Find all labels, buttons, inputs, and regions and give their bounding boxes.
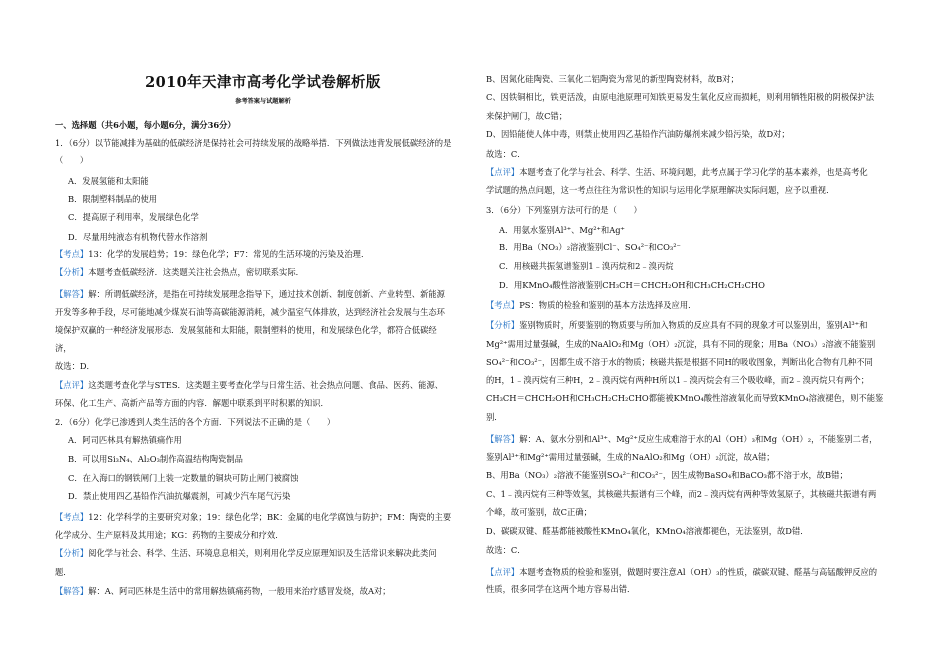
line-text: PS：物质的检验和鉴别的基本方法选择及应用． bbox=[519, 300, 697, 310]
line-text: D、碳碳双键、醛基都能被酸性KMnO₄氧化，KMnO₄溶液都褪色，无法鉴别，故D错． bbox=[486, 526, 809, 536]
text-line bbox=[55, 343, 72, 354]
line-text: 来保护闸门，故C错； bbox=[486, 111, 568, 121]
text-line bbox=[55, 417, 335, 428]
text-line bbox=[486, 92, 874, 103]
line-text: 个峰，故可鉴别，故C正确； bbox=[486, 507, 592, 517]
line-text: 济， bbox=[55, 343, 72, 353]
text-line bbox=[55, 398, 329, 409]
line-text: 故选：C． bbox=[486, 149, 526, 159]
line-text: 性质，很多同学在这两个地方容易出错． bbox=[486, 584, 636, 594]
line-text: CH₃CH＝CHCH₂OH和CH₃CH₂CH₂CHO都能被KMnO₄酸性溶液氧化而导致KMnO₄溶液褪色，则不能鉴 bbox=[486, 393, 884, 403]
text-line bbox=[499, 242, 681, 253]
page-subtitle: 参考答案与试题解析 bbox=[235, 98, 291, 105]
text-line bbox=[486, 567, 877, 578]
text-line bbox=[486, 149, 526, 160]
text-line bbox=[55, 512, 451, 523]
annotation-tag: 【考点】 bbox=[55, 512, 89, 522]
line-text: B、因氮化硅陶瓷、三氧化二铝陶瓷为常见的新型陶瓷材料，故B对； bbox=[486, 74, 739, 84]
text-line bbox=[55, 586, 391, 597]
annotation-tag: 【点评】 bbox=[486, 567, 520, 577]
text-line bbox=[55, 567, 72, 578]
line-text: 解：A、氨水分别和Al³⁺、Mg²⁺反应生成难溶于水的Al（OH）₃和Mg（OH）₂，不能鉴别二者， bbox=[519, 434, 878, 444]
text-line bbox=[486, 300, 696, 311]
line-text: 一、选择题（共6小题，每小题6分，满分36分） bbox=[55, 120, 236, 130]
line-text: 化学成分、生产原料及其用途；KG：药物的主要成分和疗效． bbox=[55, 530, 284, 540]
annotation-tag: 【分析】 bbox=[486, 320, 520, 330]
line-text: 解：A、阿司匹林是生活中的常用解热镇痛药物，一般用来治疗感冒发烧，故A对； bbox=[88, 586, 391, 596]
section-heading bbox=[55, 120, 236, 131]
text-line bbox=[55, 307, 445, 318]
text-line bbox=[486, 129, 790, 140]
line-text: D．用KMnO₄酸性溶液鉴别CH₃CH＝CHCH₂OH和CH₃CH₂CH₂CHO bbox=[499, 280, 765, 290]
text-line bbox=[486, 167, 868, 178]
text-line bbox=[486, 584, 635, 595]
text-line bbox=[486, 507, 592, 518]
line-text: 开发等多种手段，尽可能地减少煤炭石油等高碳能源消耗，减少温室气体排放，达到经济社会发展与生态环 bbox=[55, 307, 445, 317]
text-line bbox=[68, 176, 149, 187]
line-text: A．阿司匹林具有解热镇痛作用 bbox=[68, 435, 182, 445]
line-text: 题． bbox=[55, 567, 72, 577]
line-text: 本题考查低碳经济．这类题关注社会热点，密切联系实际． bbox=[88, 267, 304, 277]
line-text: 故选：C． bbox=[486, 545, 526, 555]
line-text: 鉴别物质时，所要鉴别的物质要与所加入物质的反应具有不同的现象才可以鉴别出，鉴别Al³⁺和 bbox=[519, 320, 868, 330]
line-text: （ ） bbox=[55, 155, 89, 165]
line-text: C、1﹣溴丙烷有三种等效氢，其核磁共振谱有三个峰，而2﹣溴丙烷有两种等效氢原子，其核磁共振谱有两 bbox=[486, 489, 877, 499]
text-line bbox=[486, 470, 848, 481]
line-text: D．禁止使用四乙基铅作汽油抗爆震剂，可减少汽车尾气污染 bbox=[68, 491, 291, 501]
line-text: B．可以用Si₃N₄、Al₂O₃制作高温结构陶瓷制品 bbox=[68, 454, 243, 464]
line-text: 鉴别Al³⁺和Mg²⁺需用过量强碱，生成的NaAlO₂和Mg（OH）₂沉淀，故A错； bbox=[486, 452, 775, 462]
text-line bbox=[55, 380, 443, 391]
text-line bbox=[486, 489, 876, 500]
line-text: B．限制塑料制品的使用 bbox=[68, 194, 158, 204]
line-text: 别． bbox=[486, 412, 503, 422]
text-line bbox=[68, 491, 290, 502]
line-text: 的H，1﹣溴丙烷有三种H，2﹣溴丙烷有两种H所以1﹣溴丙烷会有三个吸收峰，而2﹣溴丙烷只有两个； bbox=[486, 375, 869, 385]
line-text: 解：所谓低碳经济，是指在可持续发展理念指导下，通过技术创新、制度创新、产业转型、新能源 bbox=[88, 289, 445, 299]
text-line bbox=[486, 526, 809, 537]
line-text: 学试题的热点问题，这一考点往往为常识性的知识与运用化学原理解决实际问题，应予以重视． bbox=[486, 185, 835, 195]
annotation-tag: 【考点】 bbox=[55, 249, 89, 259]
text-line bbox=[499, 225, 625, 236]
line-text: C、因铁铜相比，铁更活泼，由原电池原理可知铁更易发生氧化反应而损耗，则利用牺牲阳极的阴极保护法 bbox=[486, 92, 875, 102]
text-line bbox=[486, 545, 526, 556]
annotation-tag: 【解答】 bbox=[55, 289, 89, 299]
text-line bbox=[486, 320, 867, 331]
text-line bbox=[55, 325, 437, 336]
text-line bbox=[486, 74, 739, 85]
text-line bbox=[486, 357, 873, 368]
line-text: 1．（6分）以节能减排为基础的低碳经济是保持社会可持续发展的战略举措．下列做法违背发展低碳经济的是 bbox=[55, 138, 452, 148]
text-line bbox=[499, 280, 765, 291]
text-line bbox=[68, 473, 298, 484]
line-text: 3．（6分）下列鉴别方法可行的是（ ） bbox=[486, 205, 642, 215]
annotation-tag: 【解答】 bbox=[486, 434, 520, 444]
line-text: D、因铅能使人体中毒，则禁止使用四乙基铅作汽油防爆剂来减少铅污染，故D对； bbox=[486, 129, 790, 139]
text-line bbox=[68, 212, 199, 223]
line-text: 13：化学的发展趋势；19：绿色化学；F7：常见的生活环境的污染及治理． bbox=[88, 249, 370, 259]
text-line bbox=[486, 185, 834, 196]
annotation-tag: 【解答】 bbox=[55, 586, 89, 596]
line-text: SO₄²⁻和CO₃²⁻，因都生成不溶于水的物质；核磁共振是根据不同H的吸收图象，判断出化合物有几种不同 bbox=[486, 357, 873, 367]
line-text: A．发展氢能和太阳能 bbox=[68, 176, 149, 186]
text-line bbox=[486, 111, 567, 122]
text-line bbox=[486, 375, 869, 386]
line-text: C．用核磁共振氢谱鉴别1﹣溴丙烷和2﹣溴丙烷 bbox=[499, 261, 674, 271]
text-line bbox=[55, 361, 95, 372]
annotation-tag: 【分析】 bbox=[55, 548, 89, 558]
text-line bbox=[55, 267, 304, 278]
text-line bbox=[486, 393, 883, 404]
text-line bbox=[68, 454, 243, 465]
text-line bbox=[55, 249, 369, 260]
line-text: 2．（6分）化学已渗透到人类生活的各个方面．下列说法不正确的是（ ） bbox=[55, 417, 336, 427]
text-line bbox=[68, 232, 207, 243]
text-line bbox=[68, 194, 157, 205]
text-line bbox=[486, 434, 877, 445]
text-line bbox=[68, 435, 182, 446]
text-line bbox=[55, 530, 284, 541]
annotation-tag: 【点评】 bbox=[55, 380, 89, 390]
line-text: 本题考查物质的检验和鉴别，做题时要注意Al（OH）₃的性质，碳碳双键、醛基与高锰酸钾反应的 bbox=[519, 567, 878, 577]
text-line bbox=[486, 205, 642, 216]
text-line bbox=[55, 155, 88, 166]
text-line bbox=[55, 138, 451, 149]
line-text: 12：化学科学的主要研究对象；19：绿色化学；BK：金属的电化学腐蚀与防护；FM：陶瓷的主要 bbox=[88, 512, 452, 522]
line-text: C．在入海口的钢铁闸门上装一定数量的铜块可防止闸门被腐蚀 bbox=[68, 473, 299, 483]
line-text: C．提高原子利用率，发展绿色化学 bbox=[68, 212, 199, 222]
line-text: Mg²⁺需用过量强碱，生成的NaAlO₂和Mg（OH）₂沉淀，具有不同的现象；用Ba（NO₃）₂溶液不能鉴别 bbox=[486, 339, 876, 349]
annotation-tag: 【分析】 bbox=[55, 267, 89, 277]
text-line bbox=[55, 548, 437, 559]
text-line bbox=[499, 261, 674, 272]
text-line bbox=[486, 412, 503, 423]
annotation-tag: 【点评】 bbox=[486, 167, 520, 177]
line-text: 故选：D． bbox=[55, 361, 95, 371]
page-title: 2010年天津市高考化学试卷解析版 bbox=[145, 74, 381, 91]
line-text: 这类题考查化学与STES．这类题主要考查化学与日常生活、社会热点问题、食品、医药、能源、 bbox=[88, 380, 444, 390]
annotation-tag: 【考点】 bbox=[486, 300, 520, 310]
text-line bbox=[486, 339, 875, 350]
line-text: A．用氨水鉴别Al³⁺、Mg²⁺和Ag⁺ bbox=[499, 225, 625, 235]
line-text: 本题考查了化学与社会、科学、生活、环境问题，此考点属于学习化学的基本素养，也是高考化 bbox=[519, 167, 868, 177]
text-line bbox=[55, 289, 445, 300]
line-text: B．用Ba（NO₃）₂溶液鉴别Cl⁻、SO₄²⁻和CO₃²⁻ bbox=[499, 242, 681, 252]
line-text: 环保、化工生产、高新产品等方面的内容．解题中联系到平时积累的知识． bbox=[55, 398, 329, 408]
line-text: B、用Ba（NO₃）₂溶液不能鉴别SO₄²⁻和CO₃²⁻，因生成物BaSO₄和BaCO₃都不溶于水，故B错； bbox=[486, 470, 848, 480]
line-text: D．尽量用纯液态有机物代替水作溶剂 bbox=[68, 232, 208, 242]
line-text: 阅化学与社会、科学、生活、环境息息相关，则利用化学反应原理知识及生活常识来解决此类问 bbox=[88, 548, 437, 558]
text-line bbox=[486, 452, 775, 463]
line-text: 境保护双赢的一种经济发展形态．发展氢能和太阳能，限制塑料的使用，和发展绿色化学，都符合低碳经 bbox=[55, 325, 437, 335]
